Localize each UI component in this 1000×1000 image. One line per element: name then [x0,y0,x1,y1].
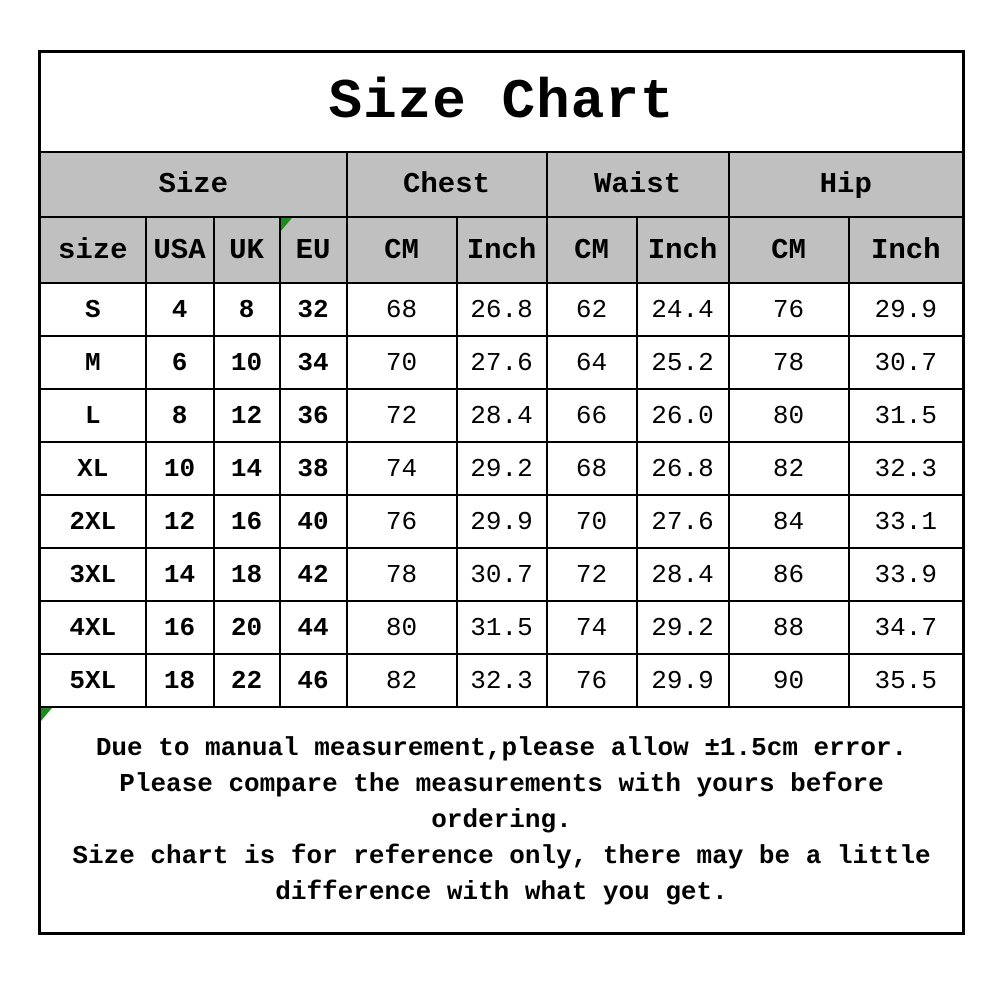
table-cell: 34 [280,336,347,389]
group-header-hip: Hip [729,152,964,217]
table-row [40,336,964,389]
table-cell: 16 [146,601,214,654]
table-row [40,495,964,548]
col-header-waist-cm: CM [547,217,637,283]
table-cell: 29.9 [457,495,547,548]
col-header-hip-inch: Inch [849,217,964,283]
table-row [40,442,964,495]
col-header-chest-cm: CM [347,217,457,283]
table-cell: 30.7 [849,336,964,389]
note-line: Due to manual measurement,please allow ±1.5cm error. [95,733,908,763]
table-cell: 14 [146,548,214,601]
table-cell: M [40,336,146,389]
note-line: ordering. [431,805,572,835]
table-row [40,601,964,654]
table-cell: 88 [729,601,849,654]
table-cell: 14 [214,442,280,495]
table-cell: 82 [729,442,849,495]
table-cell: 35.5 [849,654,964,707]
note-line: Size chart is for reference only, there may be a little [72,841,931,871]
table-cell: 31.5 [849,389,964,442]
table-cell: 76 [347,495,457,548]
table-cell: 78 [729,336,849,389]
table-cell: 33.9 [849,548,964,601]
table-cell: 34.7 [849,601,964,654]
table-cell: 46 [280,654,347,707]
title-row [40,52,964,153]
green-corner-marker-icon [281,218,292,231]
table-cell: 18 [214,548,280,601]
col-header-uk: UK [214,217,280,283]
table-cell: 29.9 [849,283,964,336]
note-line: Please compare the measurements with yours before [119,769,884,799]
table-cell: 22 [214,654,280,707]
table-cell: 8 [146,389,214,442]
table-cell: 8 [214,283,280,336]
table-cell: 80 [729,389,849,442]
table-cell: 64 [547,336,637,389]
table-cell: 80 [347,601,457,654]
table-cell: 72 [547,548,637,601]
footer-row [40,707,964,934]
table-cell: 38 [280,442,347,495]
table-cell: 29.2 [457,442,547,495]
sub-header-row [40,217,964,283]
col-header-hip-cm: CM [729,217,849,283]
group-header-size: Size [40,152,347,217]
table-cell: 2XL [40,495,146,548]
table-cell: 20 [214,601,280,654]
table-cell: 66 [547,389,637,442]
page-title: Size Chart [40,52,964,153]
table-cell: 10 [146,442,214,495]
table-cell: 72 [347,389,457,442]
table-cell: 5XL [40,654,146,707]
group-header-row [40,152,964,217]
group-header-waist: Waist [547,152,729,217]
table-cell: 31.5 [457,601,547,654]
table-cell: 70 [347,336,457,389]
size-chart [38,50,965,935]
table-cell: 6 [146,336,214,389]
table-cell: 32.3 [849,442,964,495]
table-cell: 24.4 [637,283,729,336]
table-cell: 36 [280,389,347,442]
table-cell: S [40,283,146,336]
table-cell: 26.8 [457,283,547,336]
table-cell: 76 [547,654,637,707]
table-cell: 4XL [40,601,146,654]
table-row [40,389,964,442]
table-cell: 12 [214,389,280,442]
table-cell: 32.3 [457,654,547,707]
table-cell: 32 [280,283,347,336]
table-cell: 28.4 [637,548,729,601]
table-cell: 30.7 [457,548,547,601]
table-cell: 68 [547,442,637,495]
table-cell: 27.6 [637,495,729,548]
table-cell: 33.1 [849,495,964,548]
table-cell: 26.8 [637,442,729,495]
col-header-eu [280,217,347,283]
table-cell: 74 [547,601,637,654]
col-header-usa: USA [146,217,214,283]
table-cell: 10 [214,336,280,389]
table-row [40,283,964,336]
table-cell: 76 [729,283,849,336]
table-cell: 44 [280,601,347,654]
table-cell: 29.9 [637,654,729,707]
table-row [40,654,964,707]
table-cell: 82 [347,654,457,707]
col-header-chest-inch: Inch [457,217,547,283]
col-header-waist-inch: Inch [637,217,729,283]
group-header-chest: Chest [347,152,547,217]
table-cell: L [40,389,146,442]
table-cell: 86 [729,548,849,601]
table-cell: 62 [547,283,637,336]
table-cell: 90 [729,654,849,707]
table-cell: 3XL [40,548,146,601]
table-cell: 68 [347,283,457,336]
table-cell: 78 [347,548,457,601]
table-row [40,548,964,601]
table-cell: 4 [146,283,214,336]
table-cell: 26.0 [637,389,729,442]
size-chart-table [38,50,965,935]
col-header-eu-label: EU [295,233,331,267]
green-corner-marker-icon [41,708,52,721]
table-cell: 70 [547,495,637,548]
disclaimer-note [40,707,964,934]
table-cell: 27.6 [457,336,547,389]
note-line: difference with what you get. [275,877,728,907]
table-cell: 29.2 [637,601,729,654]
table-cell: 40 [280,495,347,548]
table-cell: 42 [280,548,347,601]
col-header-size: size [40,217,146,283]
table-cell: 25.2 [637,336,729,389]
table-cell: 74 [347,442,457,495]
table-cell: 12 [146,495,214,548]
table-cell: 18 [146,654,214,707]
table-cell: XL [40,442,146,495]
table-cell: 84 [729,495,849,548]
table-cell: 16 [214,495,280,548]
table-cell: 28.4 [457,389,547,442]
